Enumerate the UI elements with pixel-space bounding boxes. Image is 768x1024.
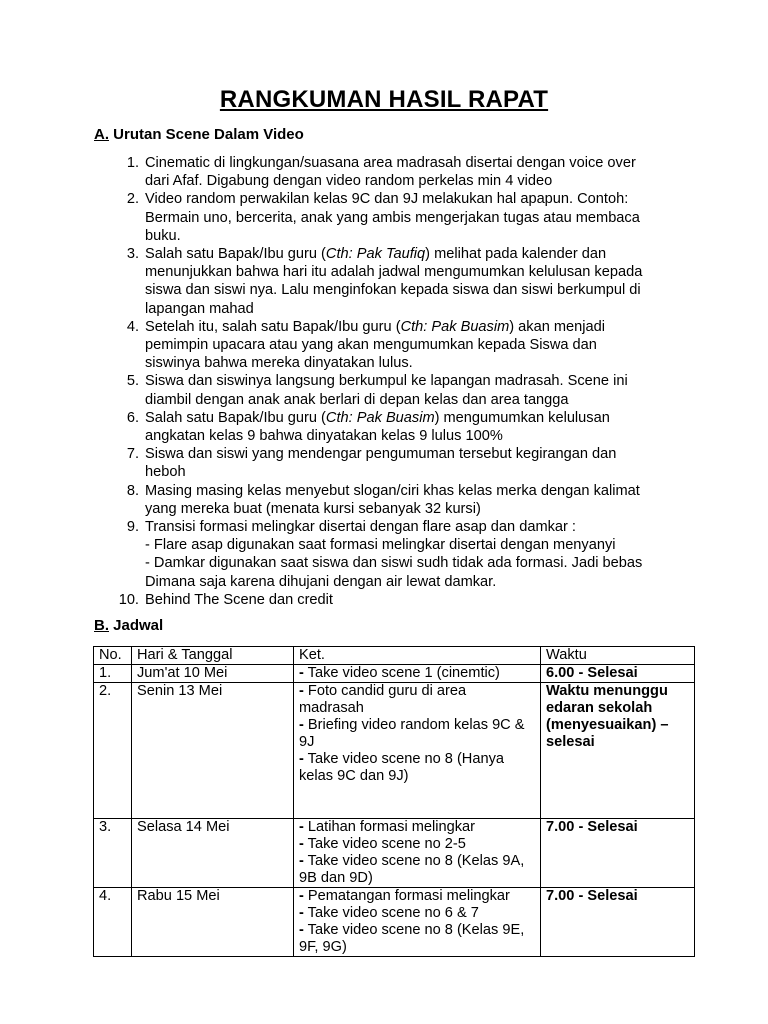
schedule-ket-cell [294,665,541,683]
schedule-ket-cell [294,819,541,888]
schedule-ket-line [299,905,535,922]
schedule-header-cell: Hari & Tanggal [132,647,294,665]
scene-text-line: Behind The Scene dan credit [145,591,333,608]
scene-text-line: Transisi formasi melingkar disertai dengan flare asap dan damkar : [145,519,576,536]
scene-number: 3. [126,246,139,263]
scene-text-line: dari Afaf. Digabung dengan video random perkelas min 4 video [145,173,553,190]
scene-text-line: Setelah itu, salah satu Bapak/Ibu guru (Cth: Pak Buasim) akan menjadi [145,318,605,335]
schedule-ket-line [299,751,535,785]
scene-text-line: angkatan kelas 9 bahwa dinyatakan kelas 9 lulus 100% [145,428,503,445]
schedule-header-cell: Waktu [541,647,695,665]
scene-number: 5. [126,373,139,390]
scene-item [106,445,686,481]
scene-text-line: yang mereka buat (menata kursi sebanyak 32 kursi) [145,500,481,517]
document-title: RANGKUMAN HASIL RAPAT [219,86,549,113]
schedule-ket-line [299,888,535,905]
scene-text [145,518,686,591]
scene-text-line: - Flare asap digunakan saat formasi melingkar disertai dengan menyanyi [145,537,616,554]
schedule-day-cell: Selasa 14 Mei [132,819,294,888]
scene-item [106,372,686,408]
schedule-day-cell: Jum'at 10 Mei [132,665,294,683]
scene-text-line: pemimpin upacara atau yang akan mengumumkan kepada Siswa dan [145,337,597,354]
ket-text: Take video scene no 2-5 [303,836,466,852]
schedule-no-cell: 4. [94,888,132,957]
schedule-header-row [94,647,695,665]
scene-text-line: Cinematic di lingkungan/suasana area madrasah disertai dengan voice over [145,155,636,171]
scene-number: 10. [118,591,139,608]
schedule-row [94,819,695,888]
schedule-no-cell: 1. [94,665,132,683]
ket-bullet: - [299,905,304,921]
scene-number: 4. [126,318,139,335]
scene-text-line: Siswa dan siswi yang mendengar pengumuman tersebut kegirangan dan [145,446,617,463]
schedule-header-cell: Ket. [294,647,541,665]
scene-text-line: heboh [145,464,186,481]
section-a-title: Urutan Scene Dalam Video [113,126,304,143]
scene-text-line: - Damkar digunakan saat siswa dan siswi sudh tidak ada formasi. Jadi bebas [145,555,643,572]
section-a-letter: A. [94,126,109,143]
schedule-row [94,665,695,683]
ket-bullet: - [299,836,304,852]
ket-bullet: - [299,751,304,767]
scene-text [145,591,686,609]
ket-bullet: - [299,717,304,733]
scene-text-line: siswinya bahwa mereka dinyatakan lulus. [145,355,413,372]
scene-text-line: Siswa dan siswinya langsung berkumpul ke lapangan madrasah. Scene ini [145,373,628,390]
ket-bullet: - [299,665,304,681]
schedule-time-cell: Waktu menunggu edaran sekolah (menyesuaikan) – selesai [541,683,695,819]
ket-bullet: - [299,888,304,904]
scene-number: 8. [126,482,139,499]
ket-bullet: - [299,853,304,869]
scene-text [145,409,686,445]
scene-item [106,154,686,190]
scene-number: 2. [126,191,139,208]
schedule-header-cell: No. [94,647,132,665]
scene-text [145,245,686,318]
schedule-day-cell: Rabu 15 Mei [132,888,294,957]
ket-text: Take video scene no 8 (Kelas 9E, 9F, 9G) [299,922,525,955]
ket-text: Take video scene 1 (cinemtic) [303,665,500,681]
schedule-no-cell: 2. [94,683,132,819]
scene-number: 6. [126,409,139,426]
schedule-time-cell: 7.00 - Selesai [541,888,695,957]
scene-text-line: Bermain uno, bercerita, anak yang ambis mengerjakan tugas atau membaca [145,209,640,226]
ket-text: Foto candid guru di area madrasah [299,683,467,716]
schedule-ket-line [299,922,535,956]
scene-text-line: Salah satu Bapak/Ibu guru (Cth: Pak Taufiq) melihat pada kalender dan [145,246,607,263]
schedule-ket-line [299,683,535,717]
scene-text [145,372,686,408]
scene-text-line: Salah satu Bapak/Ibu guru (Cth: Pak Buasim) mengumumkan kelulusan [145,409,610,426]
section-b-title: Jadwal [113,617,164,634]
schedule-table [93,646,695,957]
schedule-ket-line [299,836,535,853]
section-b-letter: B. [94,617,109,634]
schedule-row [94,683,695,819]
scene-text-line: siswa dan siswi nya. Lalu menginfokan kepada siswa dan siswi berkumpul di [145,282,641,299]
schedule-ket-cell [294,888,541,957]
ket-bullet: - [299,819,304,835]
scene-number: 1. [126,155,139,171]
ket-text: Latihan formasi melingkar [303,819,476,835]
schedule-ket-cell [294,683,541,819]
scene-item [106,190,686,245]
schedule-row [94,888,695,957]
scene-number: 7. [126,446,139,463]
scene-text-line: Dimana saja karena dihujani dengan air lewat damkar. [145,573,497,590]
schedule-ket-line [299,717,535,751]
scene-text-line: diambil dengan anak anak berlari di depan kelas dan area tangga [145,391,569,408]
schedule-time-cell: 7.00 - Selesai [541,819,695,888]
scene-text [145,318,686,373]
scene-text [145,482,686,518]
scene-number: 9. [126,519,139,536]
ket-text: Take video scene no 8 (Kelas 9A, 9B dan 9D) [299,853,525,886]
ket-text: Take video scene no 6 & 7 [303,905,479,921]
scene-item [106,518,686,591]
ket-bullet: - [299,922,304,938]
scene-text-line: menunjukkan bahwa hari itu adalah jadwal mengumumkan kelulusan kepada [145,264,643,281]
scene-text-line: Masing masing kelas menyebut slogan/ciri khas kelas merka dengan kalimat [145,482,640,499]
scene-text-line: buku. [145,227,181,244]
scene-text [145,445,686,481]
scene-item [106,482,686,518]
scene-item [106,245,686,318]
scene-text-line: Video random perwakilan kelas 9C dan 9J melakukan hal apapun. Contoh: [145,191,629,208]
scene-text [145,154,686,190]
scene-item [106,409,686,445]
ket-bullet: - [299,683,304,699]
scene-list [106,154,686,609]
scene-text-line: lapangan mahad [145,300,254,317]
schedule-ket-line [299,819,535,836]
schedule-day-cell: Senin 13 Mei [132,683,294,819]
schedule-ket-line [299,665,535,682]
ket-text: Take video scene no 8 (Hanya kelas 9C dan 9J) [299,751,504,784]
schedule-ket-line [299,853,535,887]
ket-text: Pematangan formasi melingkar [303,888,510,904]
schedule-time-cell: 6.00 - Selesai [541,665,695,683]
scene-text [145,190,686,245]
section-b-heading [94,617,163,634]
ket-text: Briefing video random kelas 9C & 9J [299,717,525,750]
scene-item [106,318,686,373]
schedule-no-cell: 3. [94,819,132,888]
section-a-heading [94,126,304,143]
scene-item [106,591,686,609]
